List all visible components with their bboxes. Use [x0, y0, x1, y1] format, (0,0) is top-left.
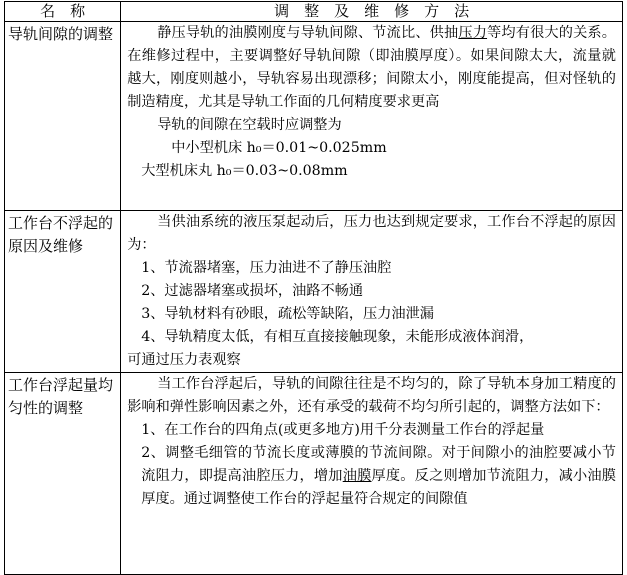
list-item: 2、过滤器堵塞或损坏，油路不畅通 [141, 283, 364, 299]
table-row [5, 373, 623, 575]
row-name [5, 22, 121, 211]
text: 2、调整毛细管的节流长度或薄膜的节流间隙。对于间隙小的油腔要减小节流阻力，即提高油腔压力，增加 [141, 445, 616, 484]
list-item: 1、节流器堵塞，压力油进不了静压油腔 [141, 260, 392, 276]
paragraph: 大型机床丸 h₀＝0.03~0.08mm [141, 163, 348, 179]
paragraph: 中小型机床 h₀＝0.01~0.025mm [171, 140, 387, 156]
row-method [121, 211, 623, 373]
header-name: 名 称 [5, 2, 121, 22]
row-name-text: 工作台不浮起的原因及维修 [8, 214, 114, 255]
underlined-text: 油膜 [342, 468, 372, 484]
row-name [5, 211, 121, 373]
paragraph: 导轨的间隙在空载时应调整为 [157, 117, 342, 133]
list-item: 3、导轨材料有砂眼，疏松等缺陷，压力油泄漏 [141, 306, 434, 322]
header-method: 调 整 及 维 修 方 法 [121, 2, 623, 22]
paragraph [127, 22, 616, 114]
text: 厚度。反之则增加节流阻力，减小油膜厚度。通过调整使工作台的浮起量符合规定的间隙值 [141, 468, 616, 507]
row-name [5, 373, 121, 575]
text: 静压导轨的油膜刚度与导轨间隙、节流比、供抽 [157, 25, 459, 41]
header-row [5, 2, 623, 22]
underlined-text: 压力 [458, 25, 488, 41]
paragraph: 当供油系统的液压泵起动后，压力也达到规定要求，工作台不浮起的原因为： [127, 214, 616, 253]
row-method [121, 22, 623, 211]
paragraph: 当工作台浮起后，导轨的间隙往往是不均匀的，除了导轨本身加工精度的影响和弹性影响因素之外，还有承受的载荷不均匀所引起的，调整方法如下： [127, 376, 616, 415]
table-row [5, 22, 623, 211]
list-item: 1、在工作台的四角点(或更多地方)用千分表测量工作台的浮起量 [141, 422, 545, 438]
text: 等均有很大的关系。在维修过程中，主要调整好导轨间隙（即油膜厚度）。如果间隙太大，流量就越大，刚度则越小，导轨容易出现漂移；间隙太小，刚度能提高，但对怪轨的制造精度，尤其是导轨工作面的几何精度要求更高 [127, 25, 616, 110]
table-row [5, 211, 623, 373]
list-item [127, 442, 616, 511]
row-name-text: 导轨间隙的调整 [8, 25, 114, 43]
maintenance-table [4, 1, 623, 575]
paragraph: 可通过压力表观察 [127, 352, 241, 368]
row-method [121, 373, 623, 575]
list-item: 4、导轨精度太低，有相互直接接触现象，未能形成液体润滑， [141, 329, 534, 345]
row-name-text: 工作台浮起量均匀性的调整 [8, 376, 114, 417]
